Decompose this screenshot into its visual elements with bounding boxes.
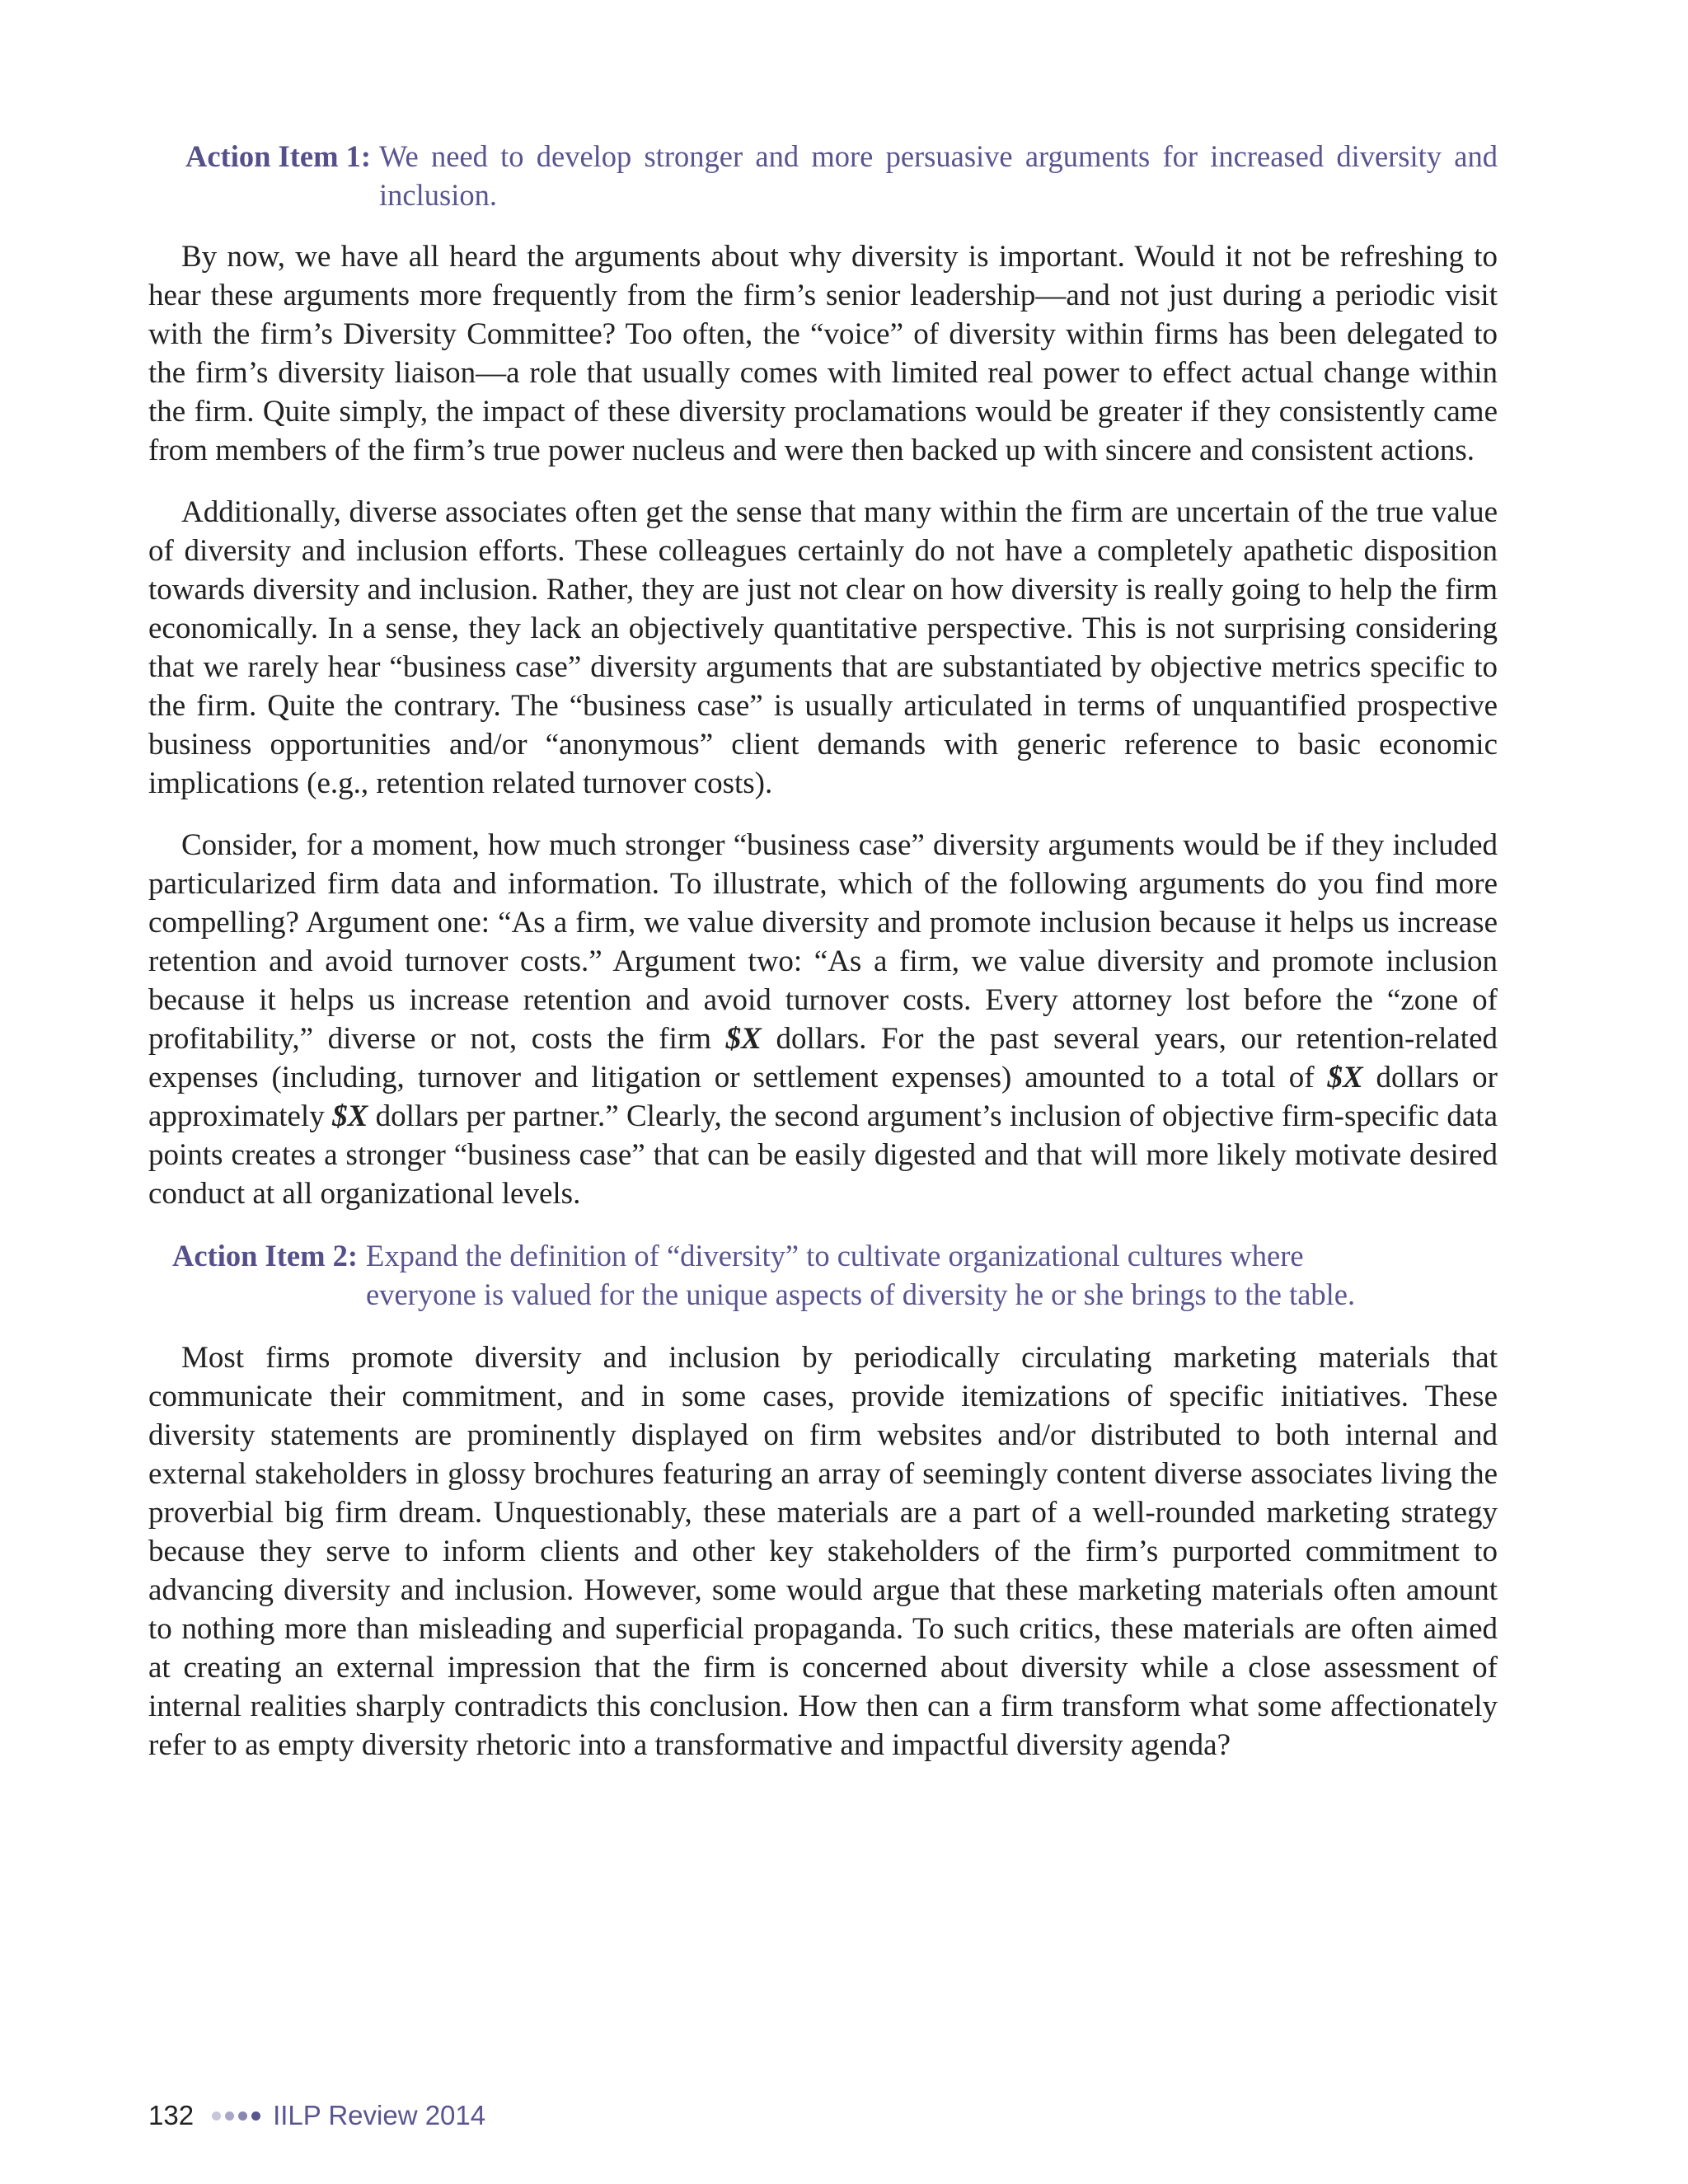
page-number: 132 [148,2100,195,2130]
footer-dots-ornament [212,2111,265,2121]
dot-icon [212,2111,221,2121]
paragraph-3-part-2: dollars. For the past several years, our retention-related expenses (including, turnover and litigation or settlement expenses) amounted to a total of [148,1022,1498,1094]
paragraph-3-x-2: $X [1327,1061,1363,1094]
dot-icon [225,2111,234,2121]
paragraph-3-x-1: $X [725,1022,762,1056]
action-item-1 [148,137,1498,214]
action-item-2 [148,1236,1359,1314]
paragraph-1: By now, we have all heard the arguments about why diversity is important. Would it not be refreshing to hear these arguments more frequently from the firm’s senior leadership—and not just during a periodic visit with the firm’s Diversity Committee? Too often, the “voice” of diversity within firms has been delegated to the firm’s diversity liaison—a role that usually comes with limited real power to effect actual change within the firm. Quite simply, the impact of these diversity proclamations would be greater if they consistently came from members of the firm’s true power nucleus and were then backed up with sincere and consistent actions. [148,240,1498,467]
paragraph-3-x-3: $X [332,1099,368,1133]
paragraph-3-part-1: Consider, for a moment, how much stronger “business case” diversity arguments would be if they included particularized firm data and information. To illustrate, which of the following arguments do you find more compelling? Argument one: “As a firm, we value diversity and promote inclusion because it helps us increase retention and avoid turnover costs.” Argument two: “As a firm, we value diversity and promote inclusion because it helps us increase retention and avoid turnover costs. Every attorney lost before the “zone of profitability,” diverse or not, costs the firm [148,828,1498,1056]
dot-icon [238,2111,247,2121]
paragraph-3-part-3: dollars or approximately [148,1061,1498,1133]
action-item-1-label: Action Item 1: [185,139,372,173]
paragraph-4: Most firms promote diversity and inclusion by periodically circulating marketing materials that communicate their commitment, and in some cases, provide itemizations of specific initiatives. These diversity statements are prominently displayed on firm websites and/or distributed to both internal and external stakeholders in glossy brochures featuring an array of seemingly content diverse associates living the proverbial big firm dream. Unquestionably, these materials are a part of a well-rounded marketing strategy because they serve to inform clients and other key stakeholders of the firm’s purported commitment to advancing diversity and inclusion. However, some would argue that these marketing materials often amount to nothing more than misleading and superficial propaganda. To such critics, these materials are often aimed at creating an external impression that the firm is concerned about diversity while a close assessment of internal realities sharply contradicts this conclusion. How then can a firm transform what some affectionately refer to as empty diversity rhetoric into a transformative and impactful diversity agenda? [148,1341,1498,1762]
paragraph-2: Additionally, diverse associates often get the sense that many within the firm are uncertain of the true value of diversity and inclusion efforts. These colleagues certainly do not have a completely apathetic disposition towards diversity and inclusion. Rather, they are just not clear on how diversity is really going to help the firm economically. In a sense, they lack an objectively quantitative perspective. This is not surprising considering that we rarely hear “business case” diversity arguments that are substantiated by objective metrics specific to the firm. Quite the contrary. The “business case” is usually articulated in terms of unquantified prospective business opportunities and/or “anonymous” client demands with generic reference to basic economic implications (e.g., retention related turnover costs). [148,495,1498,800]
publication-title: IILP Review 2014 [273,2100,486,2130]
page-footer [148,2100,485,2131]
dot-icon [251,2111,260,2121]
action-item-1-text: We need to develop stronger and more persuasive arguments for increased diversity and inclusion. [379,139,1498,212]
action-item-2-label: Action Item 2: [172,1239,359,1272]
paragraph-3-part-4: dollars per partner.” Clearly, the second argument’s inclusion of objective firm-specific data points creates a stronger “business case” that can be easily digested and that will more likely motivate desired conduct at all organizational levels. [148,1099,1498,1211]
paragraph-3 [148,826,1498,1213]
page-content [148,137,1498,1788]
action-item-2-text: Expand the definition of “diversity” to cultivate organizational cultures where everyone is valued for the unique aspects of diversity he or she brings to the table. [366,1239,1356,1311]
